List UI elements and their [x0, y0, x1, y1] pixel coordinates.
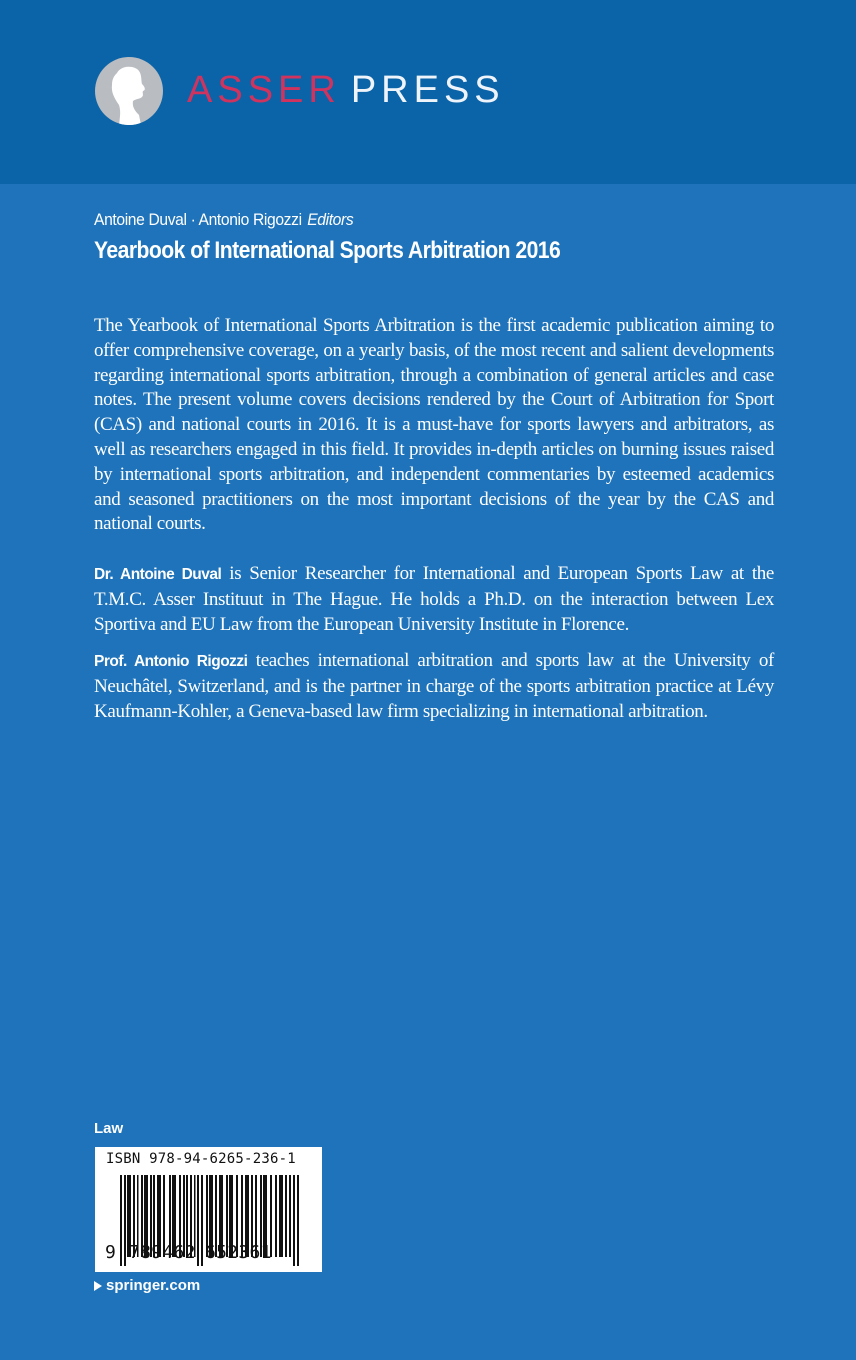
isbn-label: ISBN 978-94-6265-236-1 [106, 1151, 296, 1167]
bio-name: Prof. Antonio Rigozzi [94, 653, 248, 670]
brand-press: PRESS [350, 69, 505, 111]
editor-bio-duval [94, 562, 774, 637]
ean-left-group: 789462 [129, 1242, 196, 1263]
editors-role: Editors [307, 210, 354, 229]
book-title: Yearbook of International Sports Arbitration 2016 [94, 237, 561, 264]
book-description [94, 314, 774, 537]
publisher-header [0, 0, 856, 184]
ean-right-group: 652361 [205, 1242, 272, 1263]
play-arrow-icon [94, 1281, 102, 1291]
editor-bio-rigozzi [94, 649, 774, 724]
website-text: springer.com [106, 1277, 201, 1294]
publisher-website-link[interactable] [94, 1277, 200, 1294]
description-text: The Yearbook of International Sports Arbitration is the first academic publication aiming to offer comprehensive coverage, on a yearly basis, of the most recent and salient developments regarding international sports arbitration, through a combination of general articles and case notes. The present volume covers decisions rendered by the Court of Arbitration for Sport (CAS) and national courts in 2016. It is a must-have for sports lawyers and arbitrators, as well as researchers engaged in this field. It provides in-depth articles on burning issues raised by international sports arbitration, and independent commentaries by esteemed academics and seasoned practitioners on the most important decisions of the year by the CAS and national courts. [94, 315, 774, 535]
publisher-logo-text [187, 68, 505, 112]
portrait-profile-icon [95, 57, 163, 125]
editor-names: Antoine Duval · Antonio Rigozzi [94, 210, 302, 229]
brand-asser: ASSER [187, 69, 341, 111]
book-editors [94, 208, 353, 232]
isbn-barcode [95, 1147, 322, 1272]
ean-first-digit: 9 [105, 1242, 116, 1263]
bio-name: Dr. Antoine Duval [94, 566, 222, 583]
bio-text: is Senior Researcher for International and European Sports Law at the T.M.C. Asser Instituut in The Hague. He holds a Ph.D. on the interaction between Lex Sportiva and EU Law from the European University Institute in Florence. [94, 563, 775, 635]
bio-text: teaches international arbitration and sports law at the University of Neuchâtel, Switzerland, and is the partner in charge of the sports arbitration practice at Lévy Kaufmann-Kohler, a Geneva-based law firm specializing in international arbitration. [94, 650, 774, 722]
subject-category: Law [94, 1120, 124, 1137]
